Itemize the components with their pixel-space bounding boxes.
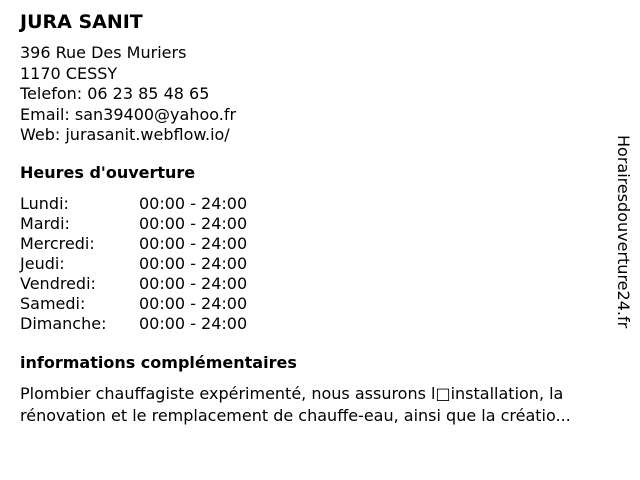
time-range: 00:00 - 24:00: [139, 214, 248, 233]
day-label: Jeudi:: [20, 254, 65, 273]
day-label: Mercredi:: [20, 234, 95, 253]
phone-number: Telefon: 06 23 85 48 65: [20, 84, 210, 103]
time-range: 00:00 - 24:00: [139, 294, 248, 313]
day-label: Vendredi:: [20, 274, 96, 293]
day-label: Samedi:: [20, 294, 86, 313]
time-range: 00:00 - 24:00: [139, 234, 248, 253]
hours-heading: Heures d'ouverture: [20, 163, 196, 182]
description-line: rénovation et le remplacement de chauffe-eau, ainsi que la créatio...: [20, 406, 571, 425]
hours-row: [20, 214, 247, 234]
hours-row: [20, 274, 247, 294]
info-heading: informations complémentaires: [20, 353, 297, 372]
business-description: [20, 383, 625, 427]
city-address: 1170 CESSY: [20, 63, 118, 83]
hours-row: [20, 194, 247, 214]
business-name: JURA SANIT: [20, 11, 143, 33]
day-label: Lundi:: [20, 194, 69, 213]
time-range: 00:00 - 24:00: [139, 194, 248, 213]
source-watermark: Horairesdouverture24.fr: [614, 135, 633, 329]
time-range: 00:00 - 24:00: [139, 314, 248, 333]
website-address: Web: jurasanit.webflow.io/: [20, 125, 230, 144]
hours-row: [20, 314, 247, 334]
hours-row: [20, 254, 247, 274]
street-address: 396 Rue Des Muriers: [20, 43, 187, 62]
contact-block: [20, 43, 236, 146]
hours-row: [20, 294, 247, 314]
time-range: 00:00 - 24:00: [139, 274, 248, 293]
description-line: Plombier chauffagiste expérimenté, nous assurons l□installation, la: [20, 384, 564, 403]
hours-row: [20, 234, 247, 254]
day-label: Mardi:: [20, 214, 70, 233]
hours-table: [20, 194, 247, 334]
email-address: Email: san39400@yahoo.fr: [20, 104, 237, 124]
day-label: Dimanche:: [20, 314, 107, 333]
time-range: 00:00 - 24:00: [139, 254, 248, 273]
